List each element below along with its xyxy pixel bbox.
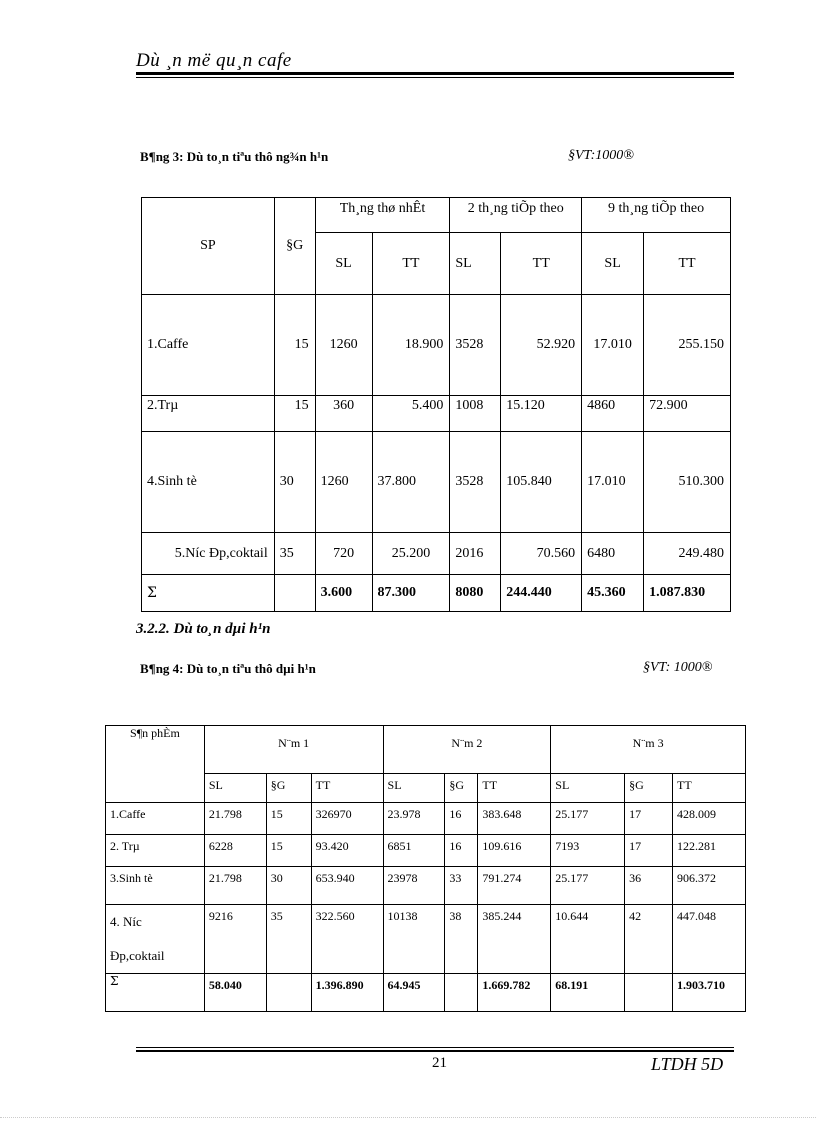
total-cell: 45.360 <box>582 575 644 612</box>
sum-symbol: Σ <box>142 575 275 612</box>
year-header-1: N¨m 1 <box>204 726 383 774</box>
total-cell <box>266 974 311 1012</box>
table-header-row <box>142 198 731 233</box>
value-cell: 249.480 <box>644 533 731 575</box>
subheader-dg: §G <box>266 774 311 803</box>
product-cell: 2.Trµ <box>142 396 275 432</box>
table4-unit: §VT: 1000® <box>643 660 713 675</box>
product-line-1: 4. Níc <box>110 914 142 929</box>
value-cell: 1260 <box>315 295 372 396</box>
value-cell: 23.978 <box>383 803 445 835</box>
price-cell: 30 <box>274 432 315 533</box>
total-cell: 1.903.710 <box>673 974 746 1012</box>
total-cell: 1.669.782 <box>478 974 551 1012</box>
period-header-1: Th¸ng thø nhÊt <box>315 198 450 233</box>
long-term-sales-table <box>105 725 746 1012</box>
value-cell: 1260 <box>315 432 372 533</box>
value-cell: 383.648 <box>478 803 551 835</box>
total-cell: 8080 <box>450 575 501 612</box>
value-cell: 30 <box>266 867 311 905</box>
value-cell: 25.177 <box>551 867 625 905</box>
value-cell: 17 <box>625 803 673 835</box>
value-cell: 3528 <box>450 432 501 533</box>
value-cell: 6480 <box>582 533 644 575</box>
total-cell: 1.087.830 <box>644 575 731 612</box>
page-number: 21 <box>432 1055 447 1071</box>
value-cell: 447.048 <box>673 905 746 974</box>
value-cell: 326970 <box>311 803 383 835</box>
product-cell: 1.Caffe <box>106 803 205 835</box>
value-cell: 38 <box>445 905 478 974</box>
product-cell: 1.Caffe <box>142 295 275 396</box>
value-cell: 5.400 <box>372 396 450 432</box>
value-cell: 21.798 <box>204 867 266 905</box>
total-cell: 244.440 <box>501 575 582 612</box>
subheader-sl: SL <box>551 774 625 803</box>
table-row <box>106 835 746 867</box>
value-cell: 6228 <box>204 835 266 867</box>
table4-caption: B¶ng 4: Dù to¸n tiªu thô dµi h¹n <box>140 661 316 676</box>
section-heading: 3.2.2. Dù to¸n dµi h¹n <box>136 621 271 637</box>
product-line-2: Ðp,coktail <box>110 948 165 963</box>
value-cell: 10.644 <box>551 905 625 974</box>
total-cell: 87.300 <box>372 575 450 612</box>
subheader-sl: SL <box>315 233 372 295</box>
subheader-tt: TT <box>372 233 450 295</box>
short-term-sales-table <box>141 197 731 612</box>
sum-symbol: Σ <box>106 974 205 1012</box>
table-total-row <box>106 974 746 1012</box>
value-cell: 15 <box>266 803 311 835</box>
value-cell: 15 <box>266 835 311 867</box>
product-cell <box>106 905 205 974</box>
value-cell: 428.009 <box>673 803 746 835</box>
product-cell: 3.Sinh tè <box>106 867 205 905</box>
header-rule-thick <box>136 72 734 75</box>
value-cell: 35 <box>266 905 311 974</box>
value-cell: 18.900 <box>372 295 450 396</box>
table-row <box>106 867 746 905</box>
total-price-cell <box>274 575 315 612</box>
table3-unit: §VT:1000® <box>568 148 634 163</box>
value-cell: 360 <box>315 396 372 432</box>
table-row <box>142 533 731 575</box>
value-cell: 16 <box>445 835 478 867</box>
total-cell: 1.396.890 <box>311 974 383 1012</box>
value-cell: 33 <box>445 867 478 905</box>
value-cell: 36 <box>625 867 673 905</box>
subheader-tt: TT <box>478 774 551 803</box>
value-cell: 93.420 <box>311 835 383 867</box>
subheader-tt: TT <box>673 774 746 803</box>
value-cell: 17 <box>625 835 673 867</box>
subheader-sl: SL <box>204 774 266 803</box>
col-header-dg: §G <box>274 198 315 295</box>
value-cell: 105.840 <box>501 432 582 533</box>
value-cell: 653.940 <box>311 867 383 905</box>
price-cell: 15 <box>274 396 315 432</box>
document-header-title: Dù ¸n më qu¸n cafe <box>136 50 292 71</box>
value-cell: 510.300 <box>644 432 731 533</box>
subheader-sl: SL <box>582 233 644 295</box>
price-cell: 35 <box>274 533 315 575</box>
total-cell <box>625 974 673 1012</box>
value-cell: 17.010 <box>582 295 644 396</box>
subheader-dg: §G <box>625 774 673 803</box>
subheader-dg: §G <box>445 774 478 803</box>
footer-rule-thin <box>136 1047 734 1048</box>
table-row <box>142 295 731 396</box>
total-cell: 64.945 <box>383 974 445 1012</box>
value-cell: 23978 <box>383 867 445 905</box>
value-cell: 9216 <box>204 905 266 974</box>
table3-caption: B¶ng 3: Dù to¸n tiªu thô ng¾n h¹n <box>140 149 329 164</box>
value-cell: 7193 <box>551 835 625 867</box>
value-cell: 21.798 <box>204 803 266 835</box>
table-row <box>142 432 731 533</box>
value-cell: 122.281 <box>673 835 746 867</box>
col-header-sp: SP <box>142 198 275 295</box>
subheader-tt: TT <box>644 233 731 295</box>
value-cell: 3528 <box>450 295 501 396</box>
table-row <box>106 803 746 835</box>
total-cell <box>445 974 478 1012</box>
value-cell: 385.244 <box>478 905 551 974</box>
value-cell: 791.274 <box>478 867 551 905</box>
value-cell: 255.150 <box>644 295 731 396</box>
total-cell: 68.191 <box>551 974 625 1012</box>
year-header-3: N¨m 3 <box>551 726 746 774</box>
subheader-tt: TT <box>311 774 383 803</box>
product-cell: 4.Sinh tè <box>142 432 275 533</box>
subheader-sl: SL <box>383 774 445 803</box>
period-header-2: 2 th¸ng tiÕp theo <box>450 198 582 233</box>
table-row <box>106 905 746 974</box>
page-bottom-dotted-line <box>0 1117 816 1118</box>
value-cell: 25.177 <box>551 803 625 835</box>
table-header-row <box>106 726 746 774</box>
footer-rule-thick <box>136 1050 734 1052</box>
subheader-sl: SL <box>450 233 501 295</box>
value-cell: 720 <box>315 533 372 575</box>
value-cell: 15.120 <box>501 396 582 432</box>
value-cell: 6851 <box>383 835 445 867</box>
value-cell: 72.900 <box>644 396 731 432</box>
total-cell: 58.040 <box>204 974 266 1012</box>
year-header-2: N¨m 2 <box>383 726 551 774</box>
col-header-product: S¶n phÈm <box>106 726 205 803</box>
product-cell: 5.Níc Ðp,coktail <box>142 533 275 575</box>
table-total-row <box>142 575 731 612</box>
value-cell: 109.616 <box>478 835 551 867</box>
value-cell: 70.560 <box>501 533 582 575</box>
product-cell: 2. Trµ <box>106 835 205 867</box>
footer-code: LTDH 5D <box>651 1054 724 1074</box>
total-cell: 3.600 <box>315 575 372 612</box>
value-cell: 2016 <box>450 533 501 575</box>
value-cell: 1008 <box>450 396 501 432</box>
subheader-tt: TT <box>501 233 582 295</box>
value-cell: 4860 <box>582 396 644 432</box>
value-cell: 52.920 <box>501 295 582 396</box>
value-cell: 10138 <box>383 905 445 974</box>
price-cell: 15 <box>274 295 315 396</box>
value-cell: 42 <box>625 905 673 974</box>
value-cell: 16 <box>445 803 478 835</box>
value-cell: 906.372 <box>673 867 746 905</box>
header-rule-thin <box>136 77 734 78</box>
value-cell: 25.200 <box>372 533 450 575</box>
value-cell: 17.010 <box>582 432 644 533</box>
table-row <box>142 396 731 432</box>
value-cell: 37.800 <box>372 432 450 533</box>
value-cell: 322.560 <box>311 905 383 974</box>
period-header-3: 9 th¸ng tiÕp theo <box>582 198 731 233</box>
